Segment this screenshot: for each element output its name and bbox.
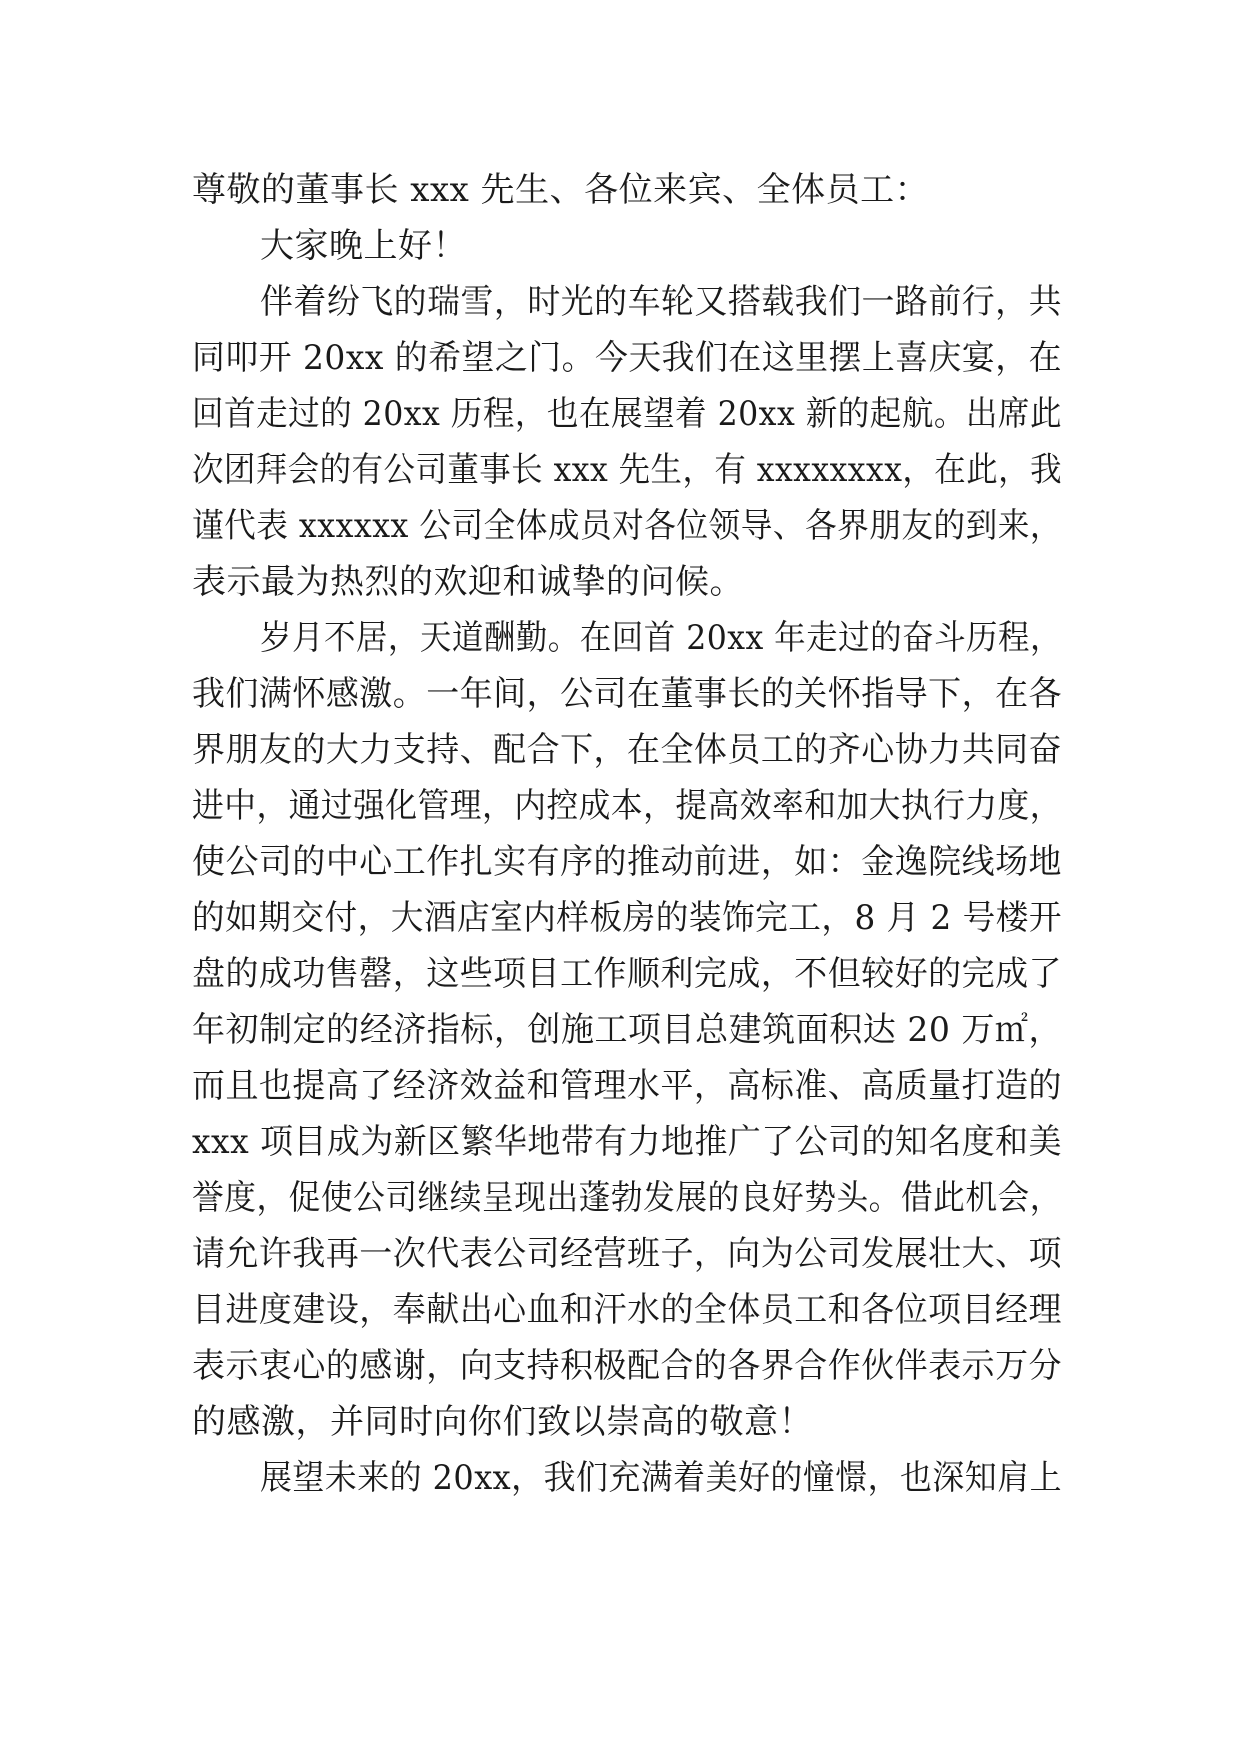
text-line: 誉度，促使公司继续呈现出蓬勃发展的良好势头。借此机会， — [192, 1178, 1062, 1218]
text-line: 伴着纷飞的瑞雪，时光的车轮又搭载我们一路前行，共 — [260, 282, 1062, 322]
text-line: 请允许我再一次代表公司经营班子，向为公司发展壮大、项 — [192, 1234, 1062, 1274]
text-line: 进中，通过强化管理，内控成本，提高效率和加大执行力度， — [192, 786, 1062, 826]
text-line: 展望未来的 20xx，我们充满着美好的憧憬，也深知肩上 — [260, 1458, 1062, 1498]
text-line: 回首走过的 20xx 历程，也在展望着 20xx 新的起航。出席此 — [192, 394, 1062, 434]
text-line: 界朋友的大力支持、配合下，在全体员工的齐心协力共同奋 — [192, 730, 1062, 770]
text-line: 同叩开 20xx 的希望之门。今天我们在这里摆上喜庆宴，在 — [192, 338, 1062, 378]
text-line: 次团拜会的有公司董事长 xxx 先生，有 xxxxxxxx，在此，我 — [192, 450, 1062, 490]
text-line: 目进度建设，奉献出心血和汗水的全体员工和各位项目经理 — [192, 1290, 1062, 1330]
text-line: 表示衷心的感谢，向支持积极配合的各界合作伙伴表示万分 — [192, 1346, 1062, 1386]
text-line: xxx 项目成为新区繁华地带有力地推广了公司的知名度和美 — [192, 1122, 1062, 1162]
text-line: 我们满怀感激。一年间，公司在董事长的关怀指导下，在各 — [192, 674, 1062, 714]
text-line: 的如期交付，大酒店室内样板房的装饰完工，8 月 2 号楼开 — [192, 898, 1062, 938]
text-line: 的感激，并同时向你们致以崇高的敬意！ — [192, 1402, 813, 1442]
text-line: 大家晚上好！ — [260, 226, 467, 266]
text-line: 谨代表 xxxxxx 公司全体成员对各位领导、各界朋友的到来， — [192, 506, 1062, 546]
text-line: 年初制定的经济指标，创施工项目总建筑面积达 20 万㎡， — [192, 1010, 1062, 1050]
text-line: 盘的成功售罄，这些项目工作顺利完成，不但较好的完成了 — [192, 954, 1062, 994]
text-line: 使公司的中心工作扎实有序的推动前进，如：金逸院线场地 — [192, 842, 1062, 882]
text-line: 岁月不居，天道酬勤。在回首 20xx 年走过的奋斗历程， — [260, 618, 1062, 658]
text-line: 表示最为热烈的欢迎和诚挚的问候。 — [192, 562, 744, 602]
speech-body — [192, 162, 1062, 1506]
text-line: 而且也提高了经济效益和管理水平，高标准、高质量打造的 — [192, 1066, 1062, 1106]
text-line: 尊敬的董事长 xxx 先生、各位来宾、全体员工： — [192, 170, 930, 210]
